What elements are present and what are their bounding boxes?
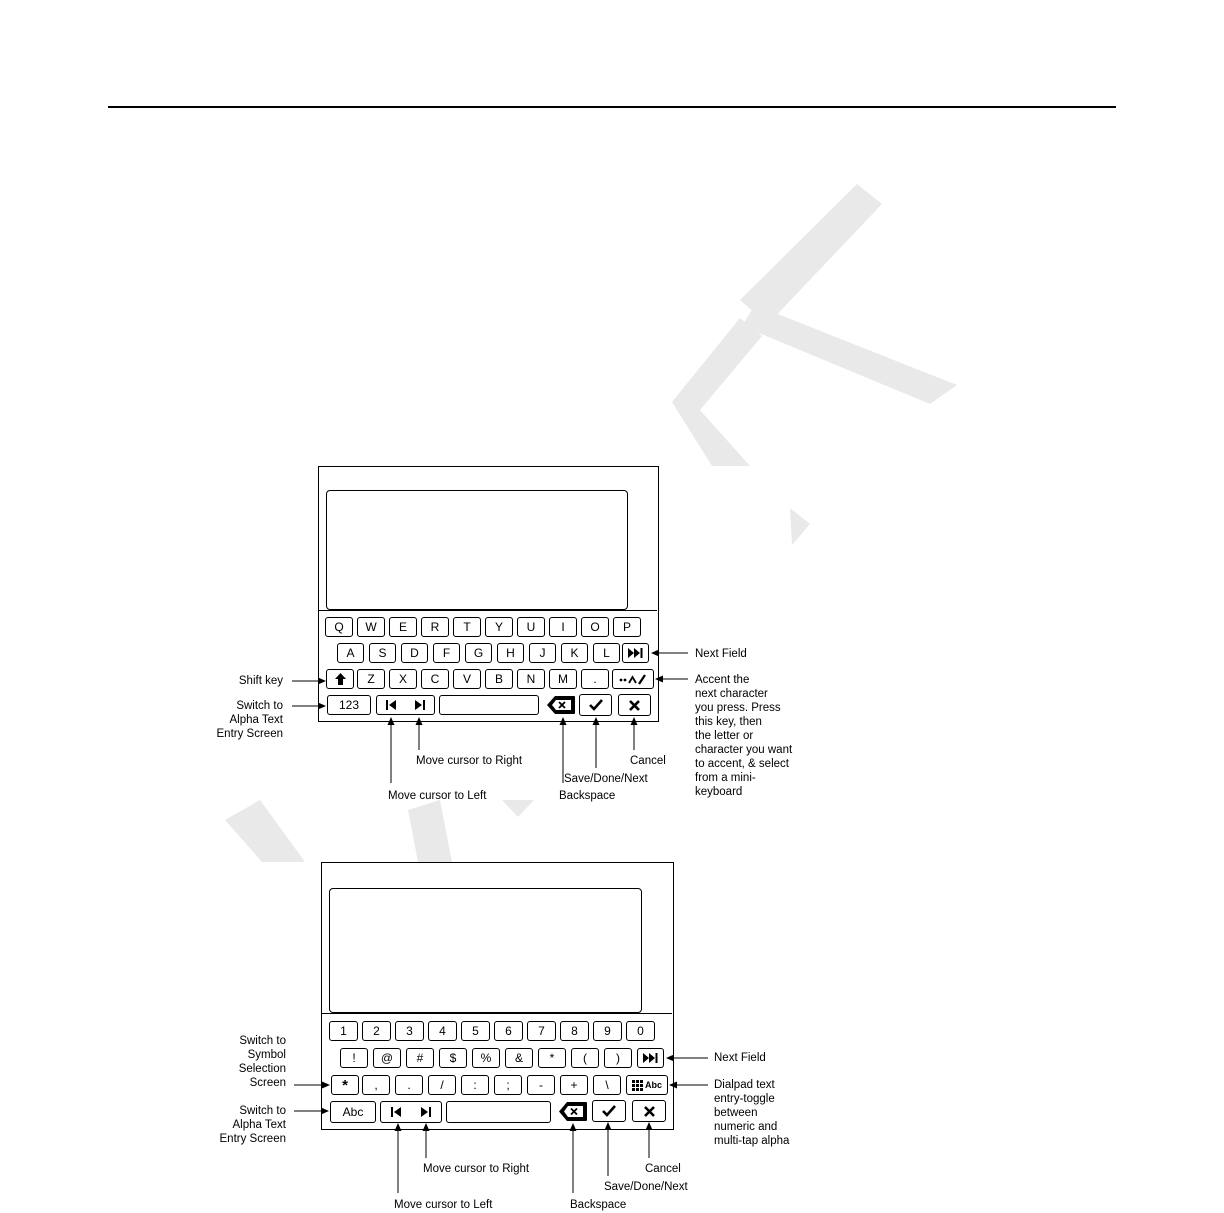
key[interactable]: X — [389, 669, 417, 689]
key[interactable]: ) — [604, 1048, 632, 1068]
key[interactable]: 9 — [593, 1021, 622, 1041]
key[interactable]: K — [561, 643, 588, 663]
key[interactable]: S — [369, 643, 396, 663]
label-cancel: Cancel — [630, 755, 666, 767]
key[interactable]: C — [421, 669, 449, 689]
key[interactable]: W — [357, 617, 385, 637]
label-save: Save/Done/Next — [564, 773, 648, 785]
key[interactable]: 3 — [395, 1021, 424, 1041]
label-next-field: Next Field — [695, 648, 747, 660]
label-move-left: Move cursor to Left — [388, 790, 487, 802]
key[interactable]: Y — [485, 617, 513, 637]
key[interactable]: B — [485, 669, 513, 689]
key[interactable]: F — [433, 643, 460, 663]
label-move-left: Move cursor to Left — [394, 1199, 493, 1211]
key[interactable]: L — [593, 643, 620, 663]
key[interactable]: ; — [494, 1075, 522, 1095]
key[interactable]: 8 — [560, 1021, 589, 1041]
key[interactable]: O — [581, 617, 609, 637]
key[interactable]: 5 — [461, 1021, 490, 1041]
key[interactable]: ( — [571, 1048, 599, 1068]
key[interactable]: I — [549, 617, 577, 637]
key[interactable]: . — [395, 1075, 423, 1095]
key[interactable]: E — [389, 617, 417, 637]
key[interactable]: G — [465, 643, 492, 663]
switch-alpha-key[interactable]: Abc — [330, 1101, 376, 1123]
key[interactable]: 1 — [329, 1021, 358, 1041]
switch-numeric-key[interactable]: 123 — [327, 695, 371, 715]
label-backspace: Backspace — [570, 1199, 627, 1211]
key[interactable]: * — [538, 1048, 566, 1068]
label-switch-alpha: Switch to Alpha Text Entry Screen — [219, 1105, 286, 1145]
key[interactable]: H — [497, 643, 524, 663]
star-key[interactable]: * — [331, 1075, 359, 1095]
key[interactable]: J — [529, 643, 556, 663]
key[interactable]: Q — [325, 617, 353, 637]
key[interactable]: # — [406, 1048, 434, 1068]
label-backspace: Backspace — [559, 790, 616, 802]
label-switch-symbol: Switch to Symbol Selection Screen — [238, 1035, 286, 1089]
key[interactable]: % — [472, 1048, 500, 1068]
key[interactable]: 2 — [362, 1021, 391, 1041]
key[interactable]: ! — [340, 1048, 368, 1068]
label-move-right: Move cursor to Right — [416, 755, 523, 767]
key[interactable]: - — [527, 1075, 555, 1095]
label-move-right: Move cursor to Right — [423, 1163, 530, 1175]
key[interactable]: 0 — [626, 1021, 655, 1041]
key[interactable]: 7 — [527, 1021, 556, 1041]
key[interactable]: M — [549, 669, 577, 689]
label-dialpad: Dialpad text entry-toggle between numeric and multi-tap alpha — [714, 1079, 790, 1147]
label-accent: Accent the next character you press. Press this key, then the letter or character you want to accent, & select from a mini- keyboard — [695, 674, 793, 798]
key[interactable]: 4 — [428, 1021, 457, 1041]
key[interactable]: + — [560, 1075, 588, 1095]
key[interactable]: 6 — [494, 1021, 523, 1041]
label-switch-alpha: Switch to Alpha Text Entry Screen — [216, 700, 283, 740]
key[interactable]: T — [453, 617, 481, 637]
key[interactable]: \ — [593, 1075, 621, 1095]
key[interactable]: R — [421, 617, 449, 637]
key[interactable]: V — [453, 669, 481, 689]
key[interactable]: Z — [357, 669, 385, 689]
label-save: Save/Done/Next — [604, 1181, 688, 1193]
key[interactable]: N — [517, 669, 545, 689]
key[interactable]: : — [461, 1075, 489, 1095]
label-next-field: Next Field — [714, 1052, 766, 1064]
key[interactable]: $ — [439, 1048, 467, 1068]
key[interactable]: U — [517, 617, 545, 637]
key[interactable]: & — [505, 1048, 533, 1068]
key[interactable]: . — [581, 669, 609, 689]
key[interactable]: @ — [373, 1048, 401, 1068]
key[interactable]: P — [613, 617, 641, 637]
label-shift-key: Shift key — [238, 675, 283, 687]
key[interactable]: / — [428, 1075, 456, 1095]
key[interactable]: D — [401, 643, 428, 663]
label-cancel: Cancel — [645, 1163, 681, 1175]
key[interactable]: , — [362, 1075, 390, 1095]
dialpad-abc-label: Abc — [644, 1079, 662, 1090]
key[interactable]: A — [337, 643, 364, 663]
